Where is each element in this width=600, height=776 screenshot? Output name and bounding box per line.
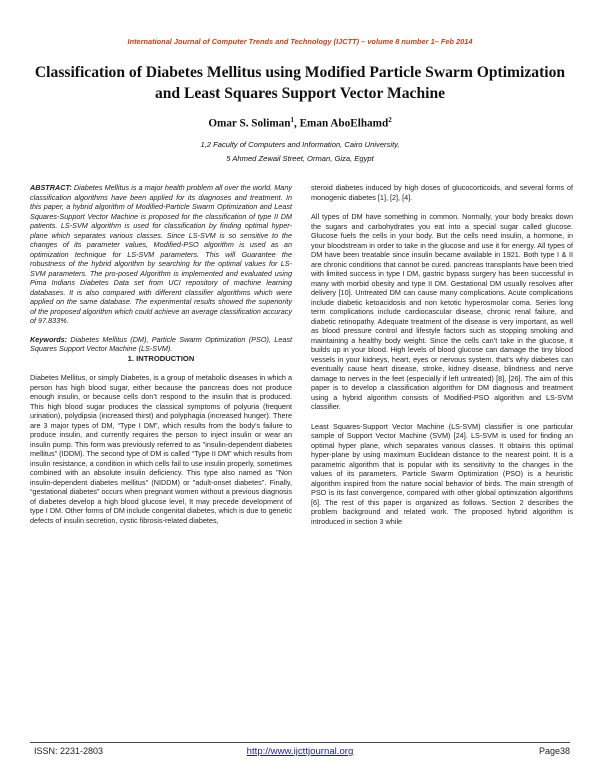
author-1-sup: 1 [290, 116, 294, 124]
author-separator: , [293, 117, 300, 130]
author-2-sup: 2 [388, 116, 392, 124]
author-1: Omar S. Soliman [208, 117, 291, 130]
abstract-text: Diabetes Mellitus is a major health problem all over the world. Many classification algorithms have been applied for its diagnoses and treatment. In this paper, a hybrid algorithm of Modified-Particle Swarm Optimization and Least Squares-Support Vector Machine is proposed for the classification of type II DM patients. LS-SVM algorithm is used for classification by finding optimal hyper-plane which separates various classes. Since LS-SVM is so sensitive to the changes of its parameter values, Modified-PSO algorithm is used as an optimization technique for LS-SVM parameters. This will Guarantee the robustness of the hybrid algorithm by searching for the optimal values for LS-SVM parameters. The pro-posed Algorithm is implemented and evaluated using Pima Indians Diabetes Data set from UCI repository of machine learning databases. It is also compared with different classifier algorithms which were applied on the same database. The experimental results showed the superiority of the proposed algorithm which could achieve an average classification accuracy of 97.833%. [30, 183, 292, 325]
keywords-label: Keywords: [30, 334, 68, 344]
introduction-heading: 1. INTRODUCTION [127, 353, 195, 363]
affiliation-line-1: 1,2 Faculty of Computers and Information, Cairo University, [200, 140, 400, 149]
title-line-1: Classification of Diabetes Mellitus using Modified Particle Swarm Optimization [34, 64, 566, 81]
footer-issn: ISSN: 2231-2803 [34, 746, 104, 756]
affiliation-line-2: 5 Ahmed Zewail Street, Orman, Giza, Egypt [226, 154, 374, 163]
right-column [311, 183, 573, 526]
keywords-text: Diabetes Mellitus (DM), Particle Swarm Optimization (PSO), Least Squares Support Vector Machine (LS-SVM). [30, 334, 292, 353]
abstract-label: ABSTRACT: [30, 183, 72, 192]
introduction-paragraph: Diabetes Mellitus, or simply Diabetes, is a group of metabolic diseases in which a person has high blood sugar, either because the pancreas does not produce enough insulin, or because cells don’t respond to the insulin that is produced. This high blood sugar produces the classical symptoms of polyuria (frequent urination), polydipsia (increased thirst) and polyphagia (increased hunger). There are 3 major types of DM, “Type I DM”, which results from the body’s failure to produce insulin, and currently requires the person to inject insulin or wear an insulin pump. This form was previously referred to as "insulin-dependent diabetes mellitus" (IDDM). The second type of DM is called “Type II DM” which results from insulin resistance, a condition in which cells fail to use insulin properly, sometimes combined with an absolute insulin deficiency. This type also named as "Non insulin-dependent diabetes mellitus" (NIDDM) or "adult-onset diabetes". Finally, “gestational diabetes” occurs when pregnant women without a previous diagnosis of diabetes develop a high blood glucose level, It may precede development of type I DM. Other forms of DM include congenital diabetes, which is due to genetic defects of insulin secretion, cystic fibrosis-related diabetes, [30, 373, 292, 525]
title-line-2: and Least Squares Support Vector Machine [154, 85, 446, 102]
right-paragraph-2: All types of DM have something in common. Normally, your body breaks down the sugars and carbohydrates you eat into a special sugar called glucose. Glucose fuels the cells in your body. But the cells need insulin, a hormone, in your bloodstream in order to take in the glucose and use it for energy. All types of DM have been treatable since insulin became available in 1921. Both type I & II are chronic conditions that cannot be cured. pancreas transplants have been tried with limited success in type I DM, gastric bypass surgery has been successful in many with morbid obesity and type II DM. Gestational DM usually resolves after delivery [10]. Untreated DM can cause many complications. Acute complications include diabetic ketoacidosis and non ketotic hyperosmolar coma. Series long term complications include cardiocascular disease, chronic renal failure, and diabetic retinopathy. Adequate treatment of the disease is very important, as well as blood pressure control and lifestyle factors such as stopping smoking and maintaining a healthy body weight. Since the cells can’t take in the glucose, it builds up in your blood. High levels of blood glucose can damage the tiny blood vessels in your kidneys, heart, eyes or nervous system. that’s why diabetes can eventually cause heart disease, stroke, kidney disease, blindness and nerve damage to nerves in the feet (especially if left untreated) [8], [26]. The aim of this paper is to develop a classification algorithm for DM diagnosis and treatment using a hybrid algorithm consists of Modified-PSO algorithm and LS-SVM classifier. [311, 212, 573, 411]
abstract [30, 183, 292, 326]
footer-divider [30, 742, 570, 743]
footer-url-link[interactable]: http://www.ijcttjournal.org [246, 746, 354, 757]
author-2: Eman AboElhamd [299, 117, 389, 130]
right-paragraph-3: Least Squares-Support Vector Machine (LS-SVM) classifier is one particular sample of Support Vector Machine (SVM) [24]. LS-SVM is used for finding an optimal hyper plane, which separates various classes. It obtains this optimal hyper-plane by using maximum Euclidean distance to the nearest point. It is a parametric algorithm that is popular with its sensitivity to the changes in the values of its parameters. Particle Swarm Optimization (PSO) is a heuristic algorithm inspired from the nature social behavior of birds. The main strength of PSO is its fast convergence, compared with other global optimization algorithms [6]. The rest of this paper is organized as follows. Section 2 describes the problem background and related work. The proposed hybrid algorithm is introduced in section 3 while [311, 421, 573, 526]
paper-title [20, 62, 580, 104]
author-list [0, 116, 600, 130]
footer-url-wrap [0, 746, 600, 757]
keywords [30, 335, 292, 354]
right-paragraph-1: steroid diabetes induced by high doses of glucocorticoids, and several forms of monogenic diabetes [1], [2], [4]. [311, 183, 573, 202]
journal-header: International Journal of Computer Trends and Technology (IJCTT) – volume 8 number 1– Feb 2014 [127, 37, 473, 46]
footer-page-number: Page38 [538, 746, 570, 756]
left-column [30, 183, 292, 525]
